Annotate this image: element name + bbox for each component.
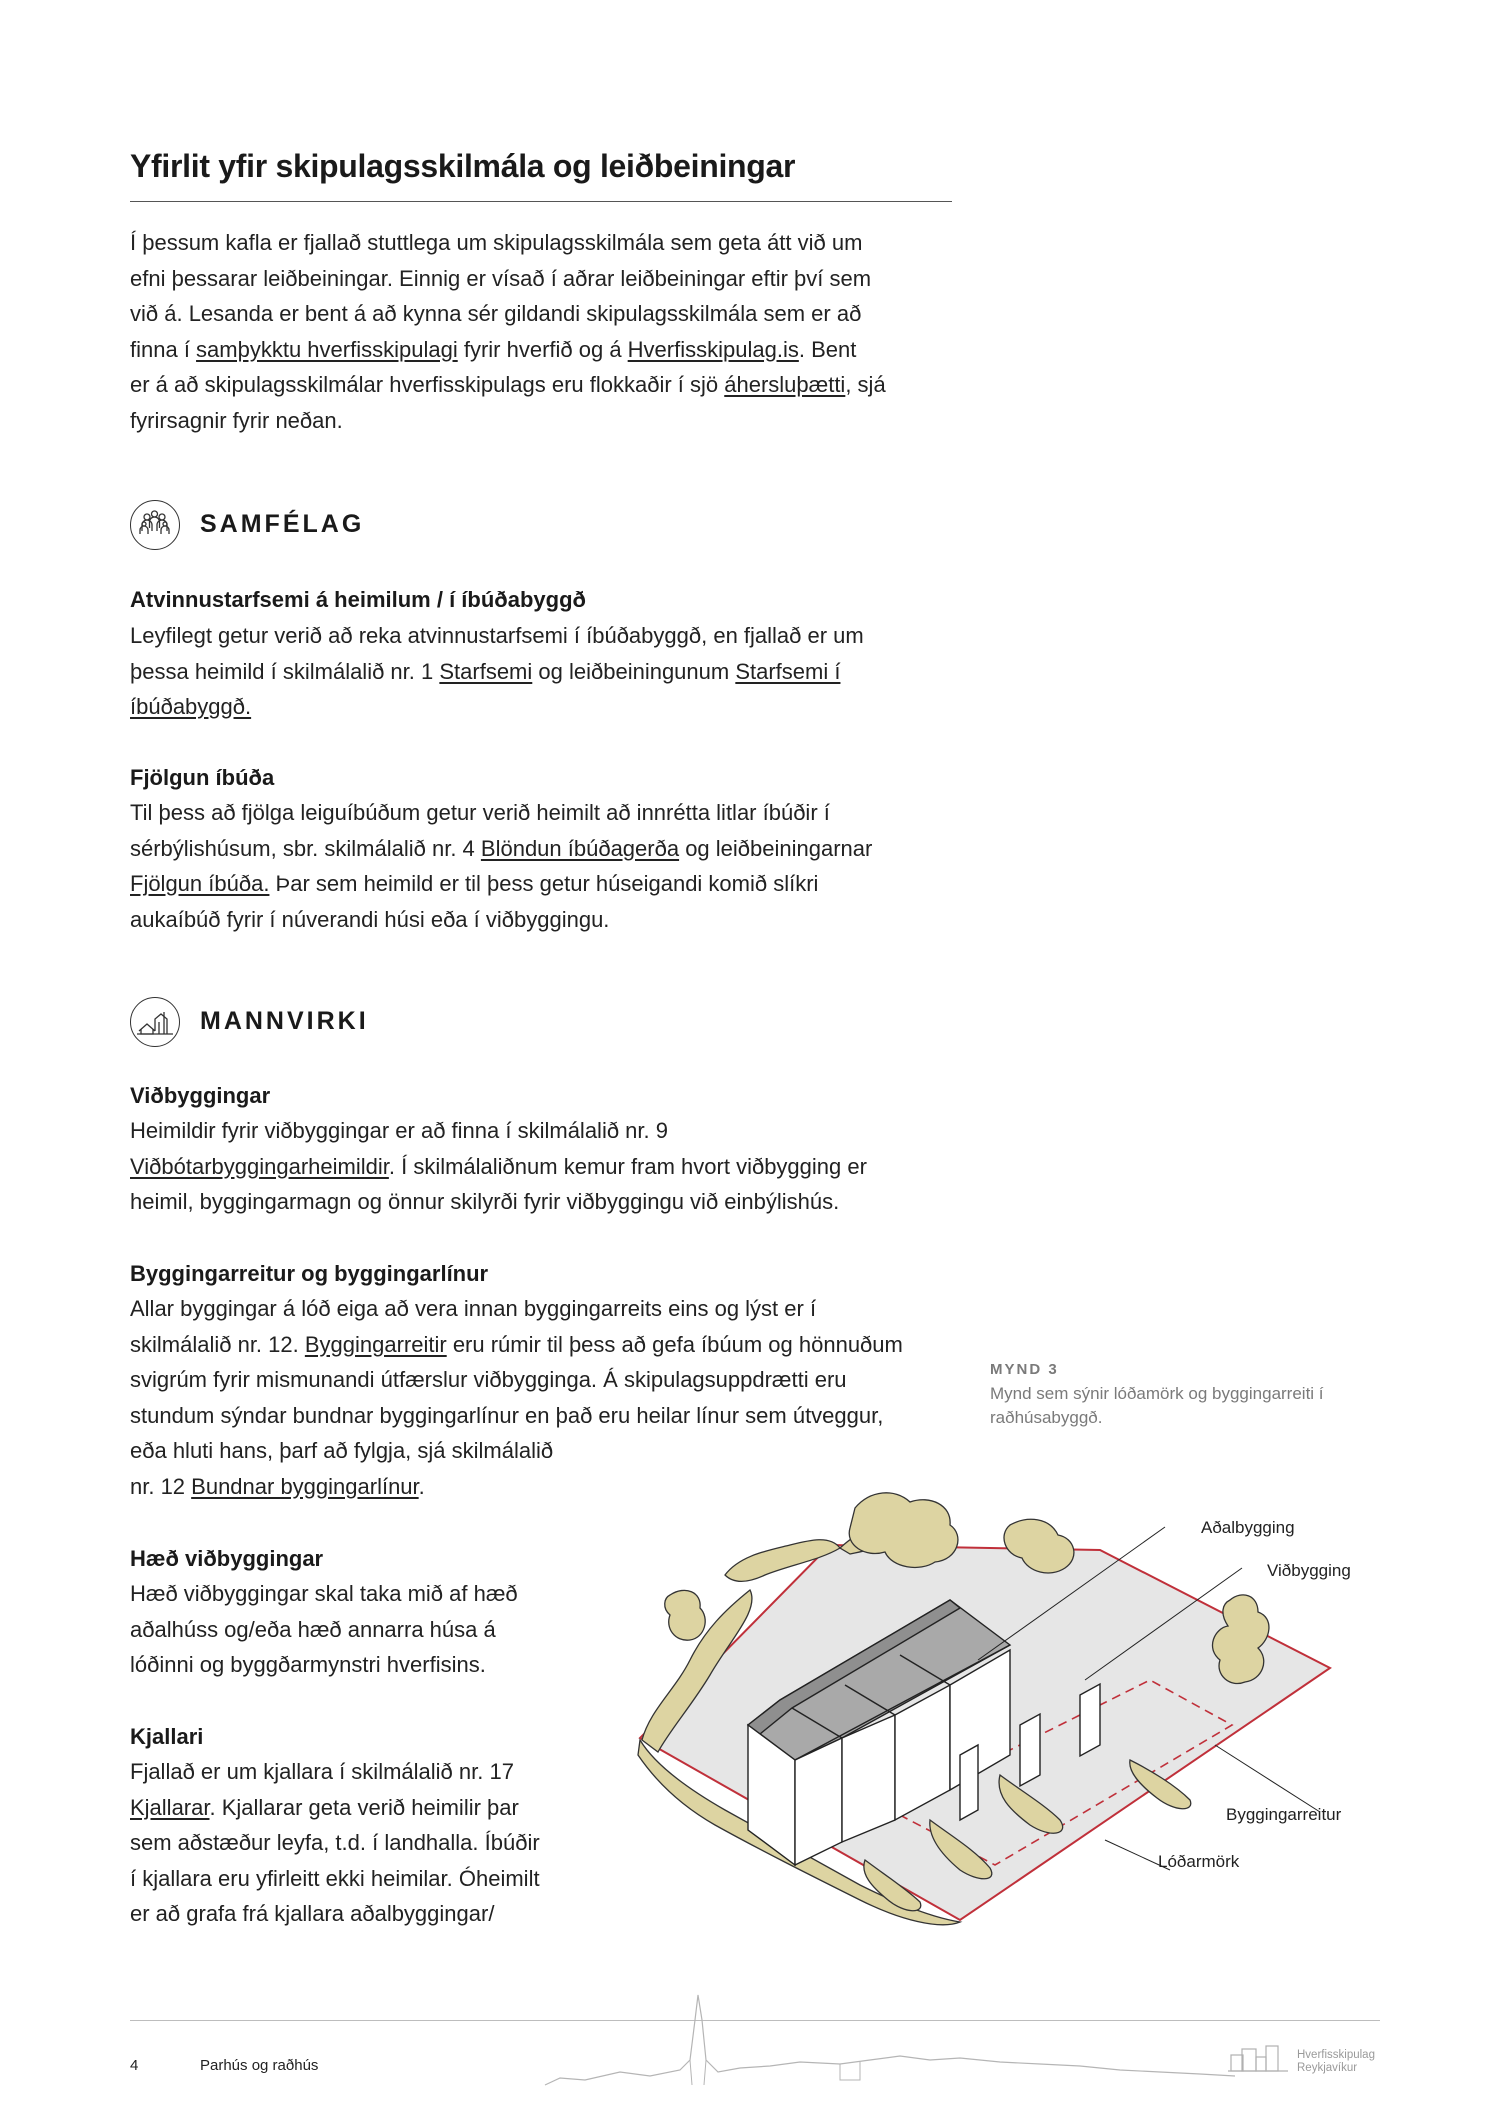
city-skyline-decoration xyxy=(540,1990,1240,2090)
link-blondun[interactable]: Blöndun íbúðagerða xyxy=(480,835,680,861)
link-bundnar[interactable]: Bundnar byggingarlínur xyxy=(191,1473,419,1499)
link-kjallarar[interactable]: Kjallarar xyxy=(130,1794,210,1820)
annotation-building-plot: Byggingarreitur xyxy=(1226,1805,1342,1824)
figure-caption: Mynd sem sýnir lóðamörk og byggingarreiti í raðhúsabyggð. xyxy=(990,1384,1324,1427)
page-title: Yfirlit yfir skipulagsskilmála og leiðbeiningar xyxy=(130,148,796,184)
subheading-basement: Kjallari xyxy=(130,1724,204,1749)
link-starfsemi[interactable]: Starfsemi xyxy=(439,658,533,684)
link-vidbotar[interactable]: Viðbótarbyggingarheimildir xyxy=(130,1153,389,1179)
people-group-icon xyxy=(130,500,180,550)
intro-paragraph: Í þessum kafla er fjallað stuttlega um skipulagsskilmála sem geta átt við um efni þessarar leiðbeiningar. Einnig er vísað í aðrar leiðbeiningar eftir því sem við á. Lesanda er bent á að kynna sér gildandi skipulagsskilmála sem er að finna í samþykktu hverfisskipulagi fyrir hverfið og á Hverfisskipulag.is. Bent er á að skipulagsskilmálar hverfisskipulags eru flokkaðir í sjö áhersluþætti, sjá fyrirsagnir fyrir neðan. xyxy=(130,230,886,433)
link-starfsemi-guide[interactable]: Starfsemi í xyxy=(735,658,841,684)
paragraph-extension-height: Hæð viðbyggingar skal taka mið af hæð aðalhúss og/eða hæð annarra húsa á lóðinni og byggðarmynstri hverfisins. xyxy=(130,1581,518,1677)
paragraph-extensions: Heimildir fyrir viðbyggingar er að finna í skilmálalið nr. 9 Viðbótarbyggingarheimildir. Í skilmálaliðnum kemur fram hvort viðbygging er heimil, byggingarmagn og önnur skilyrði fyrir viðbyggingu við einbýlishús. xyxy=(130,1118,867,1214)
buildings-icon xyxy=(130,997,180,1047)
link-byggingarreitir[interactable]: Byggingarreitir xyxy=(304,1331,447,1357)
section-title-samfelag: SAMFÉLAG xyxy=(200,510,365,538)
annotation-extension: Viðbygging xyxy=(1267,1561,1351,1580)
subheading-extension-height: Hæð viðbyggingar xyxy=(130,1546,324,1571)
link-hverfisskipulag-site[interactable]: Hverfisskipulag.is xyxy=(627,336,799,362)
link-approved-plan[interactable]: samþykktu hverfisskipulagi xyxy=(196,336,458,362)
annotation-main-building: Aðalbygging xyxy=(1201,1518,1295,1537)
paragraph-basement: Fjallað er um kjallara í skilmálalið nr. 17 Kjallarar. Kjallarar geta verið heimilir þar sem aðstæður leyfa, t.d. í landhalla. Íbúðir í kjallara eru yfirleitt ekki heimilar. Óheimilt er að grafa frá kjallara aðalbyggingar/ xyxy=(130,1759,540,1926)
paragraph-more-dwellings: Til þess að fjölga leiguíbúðum getur verið heimilt að innrétta litlar íbúðir í sérbýlishúsum, sbr. skilmálalið nr. 4 Blöndun íbúðagerða og leiðbeiningarnar Fjölgun íbúða. Þar sem heimild er til þess getur húseigandi komið slíkri aukaíbúð fyrir í núverandi húsi eða í viðbyggingu. xyxy=(130,800,873,932)
paragraph-building-plot: Allar byggingar á lóð eiga að vera innan byggingarreits eins og lýst er í skilmálalið nr. 12. Byggingarreitir eru rúmir til þess að gefa íbúum og hönnuðum svigrúm fyrir mismunandi útfærslur viðbygginga. Á skipulagsuppdrætti eru stundum sýndar bundnar byggingarlínur en það eru heilar línur sem útveggur, eða hluti hans, þarf að fylgja, sjá skilmálalið nr. 12 Bundnar byggingarlínur. xyxy=(130,1296,903,1499)
subheading-building-plot: Byggingarreitur og byggingarlínur xyxy=(130,1261,489,1286)
figure-label: MYND 3 xyxy=(990,1361,1059,1378)
section-title-mannvirki: MANNVIRKI xyxy=(200,1007,369,1035)
brand-name: Hverfisskipulag Reykjavíkur xyxy=(1297,2049,1375,2074)
brand-logo xyxy=(1228,2043,1294,2082)
subheading-extensions: Viðbyggingar xyxy=(130,1083,271,1108)
page-number: 4 xyxy=(130,2057,139,2074)
document-title: Parhús og raðhús xyxy=(200,2057,319,2074)
link-focus-areas[interactable]: áhersluþætti xyxy=(724,372,846,397)
subheading-more-dwellings: Fjölgun íbúða xyxy=(130,765,275,790)
subheading-home-business: Atvinnustarfsemi á heimilum / í íbúðabyggð xyxy=(130,587,586,612)
rowhouse-illustration xyxy=(630,1490,1350,1950)
link-fjolgun[interactable]: Fjölgun íbúða. xyxy=(130,871,270,896)
link-starfsemi-guide-cont[interactable]: íbúðabyggð. xyxy=(130,694,252,719)
annotation-lot-boundary: Lóðarmörk xyxy=(1158,1852,1240,1871)
paragraph-home-business: Leyfilegt getur verið að reka atvinnustarfsemi í íbúðabyggð, en fjallað er um þessa heimild í skilmálalið nr. 1 Starfsemi og leiðbeiningunum Starfsemi í íbúðabyggð. xyxy=(130,623,864,719)
brand-logo-icon xyxy=(1228,2043,1294,2077)
title-divider xyxy=(130,201,952,202)
